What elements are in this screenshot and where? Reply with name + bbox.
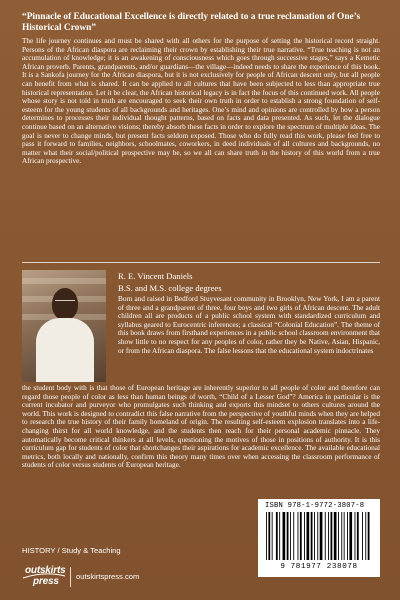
logo-text-top: outskirts	[25, 565, 66, 576]
author-name: R. E. Vincent Daniels	[118, 271, 193, 281]
tagline: “Pinnacle of Educational Excellence is directly related to a true reclamation of One’s Historical Crown”	[22, 12, 361, 33]
author-bio-top: Born and raised in Bedford Stuyvesant community in Brooklyn, New York, I am a parent of three and a grandparent of three, four boys and two girls of African descent. The adult children all are products of a public school system with standardized curriculum and syllabus geared to Eurocentric inferences; a classical “Colonial Education”. The theme of this book draws from firsthand experiences in a public school classroom environment that show little to no respect for any peoples of color, rather they be Native, Asian, Hispanic, or from the African diaspora. The false lessons that the educational system indoctrinates	[118, 295, 380, 355]
book-description: The life journey continues and must be shared with all others for the purpose of setting the historical record straight. Persons of the African diaspora are reclaiming their crown by establishing their true narrative. “True teaching is not an accumulation of knowledge; it is an awakening of consciousness which goes through successive stages,” says a Kemetic African proverb. Parents, grandparents, and/or guardians—the village—indeed needs to share the experience of this book. It is a Sankofa journey for the African diaspora, but it is not exclusively for people of African descent only, but all people can benefit from what is shared. It can be applied to all cultures that have been subjected to less than appropriate true historical representation. Let it be clear, the African historical legacy is in fact the focus of this continued work. All people whose story is not told in truth are encouraged to seek their own truth in order to establish a strong foundation of self-esteem for the young students of all backgrounds and heritages. One’s mind and opinions are controlled by how a person determines to processes their individual thought patterns, based on facts and data presented. As such, let the dialogue continue based on an alternative visions; thereby absorb these facts in order to explore the spectrum of multiple ideas. The goal is never to change minds, but present facts seldom exposed. Those who do fully read this work, please feel free to pass it forward to families, neighbors, schoolmates, coworkers, in deed individuals of all cultures and backgrounds, no matter what their social/political prospective may be, so we all can share truth in the history of this world from a true African prospective.	[22, 37, 380, 166]
barcode-number: 9 781977 238078	[280, 563, 358, 571]
logo-text-bottom: press	[33, 576, 59, 587]
section-divider	[22, 262, 380, 263]
bisac-category: HISTORY / Study & Teaching	[22, 546, 121, 555]
author-photo	[22, 270, 106, 382]
barcode-bars	[265, 512, 373, 560]
publisher-logo	[22, 565, 66, 589]
publisher-url: outskirtspress.com	[76, 572, 140, 581]
isbn-label: ISBN 978-1-9772-3807-8	[265, 502, 365, 510]
author-bio-rest: the student body with is that those of European heritage are inherently superior to all people of color and therefore can regard those people of color as less than human beings of worth, “Child of a Lesser God”? America in particular is the current incubator and purveyor who promulgates such thinking and exports this mindset to others cultures around the world. This work is designed to contradict this false narrative from the perspective of youthful minds when they are helped to research the true history of their family homeland of origin. The resulting self-esteem explosion translates into a life-changing thirst for all world knowledge, and the students then reach for their personal academic pinnacle. They automatically become critical thinkers at all levels, questioning the motives of those in positions of authority. It is this curriculum gap for students of color that shortchanges their aspirations for academic excellence. The available educational metrics, both locally and nationally, confirm this theory many times over when accessing the classroom performance of students of color versus students of European heritage.	[22, 384, 380, 470]
logo-separator	[70, 567, 71, 587]
author-degrees: B.S. and M.S. college degrees	[118, 283, 222, 293]
isbn-barcode	[258, 499, 380, 577]
